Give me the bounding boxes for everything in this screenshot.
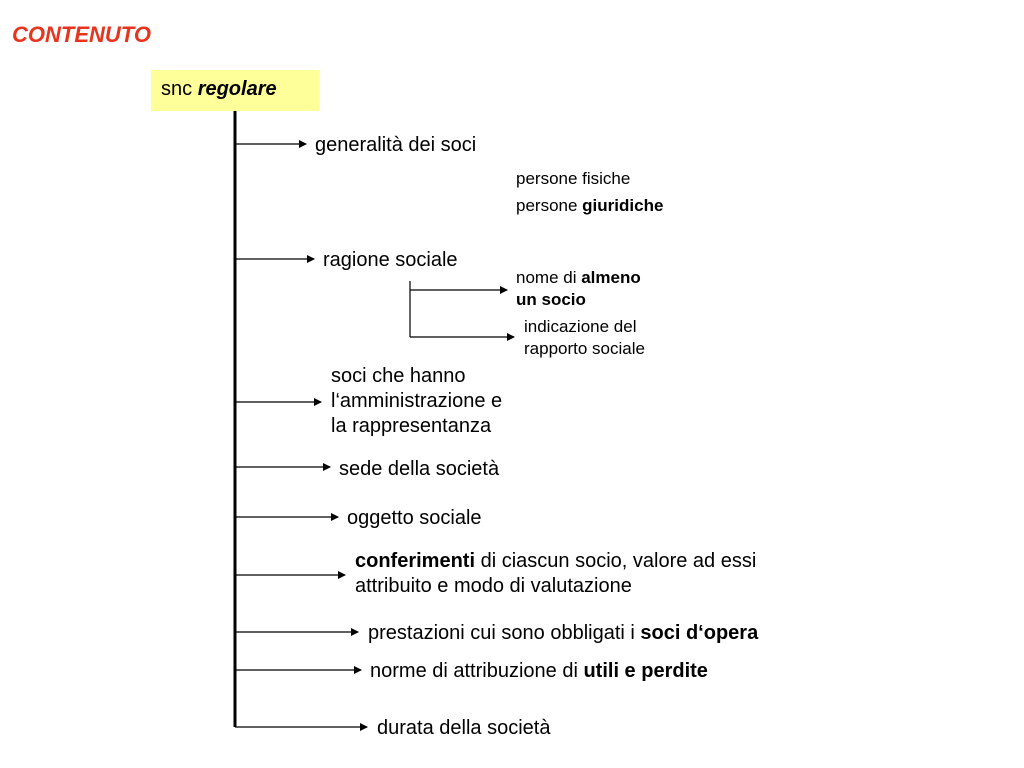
indicazione-line-2: rapporto sociale xyxy=(524,339,645,358)
norme-prefix: norme di attribuzione di xyxy=(370,660,584,682)
node-ragione: ragione sociale xyxy=(323,249,458,271)
node-sede: sede della società xyxy=(339,458,500,480)
node-prestazioni xyxy=(368,621,758,646)
node-nome-socio xyxy=(516,267,641,311)
conferimenti-bold: conferimenti xyxy=(355,550,476,572)
soci-amm-line-3: la rappresentanza xyxy=(331,415,492,437)
prestazioni-bold: soci d‘opera xyxy=(640,622,759,644)
indicazione-line-1: indicazione del xyxy=(524,317,637,336)
nome-bold-2: un socio xyxy=(516,290,586,309)
node-indicazione xyxy=(524,316,645,360)
node-soci-amministrazione xyxy=(331,364,502,439)
node-persone-giuridiche xyxy=(516,195,663,217)
prestazioni-prefix: prestazioni cui sono obbligati i xyxy=(368,622,641,644)
root-emphasis: regolare xyxy=(197,78,277,100)
node-conferimenti xyxy=(355,549,756,599)
node-durata: durata della società xyxy=(377,717,551,739)
node-persone-fisiche: persone fisiche xyxy=(516,169,631,188)
node-generalita: generalità dei soci xyxy=(315,134,477,156)
nome-prefix: nome di xyxy=(516,268,577,287)
page-title: CONTENUTO xyxy=(12,22,151,47)
root-prefix: snc xyxy=(161,78,193,100)
norme-bold: utili e perdite xyxy=(583,660,708,682)
persone-bold: giuridiche xyxy=(582,196,664,215)
soci-amm-line-1: soci che hanno xyxy=(331,365,466,387)
node-oggetto: oggetto sociale xyxy=(347,507,482,529)
node-norme xyxy=(370,659,708,684)
conferimenti-line-2: attribuito e modo di valutazione xyxy=(355,575,632,597)
conferimenti-rest: di ciascun socio, valore ad essi xyxy=(475,550,757,572)
nome-bold-1: almeno xyxy=(581,268,641,287)
persone-prefix: persone xyxy=(516,196,578,215)
soci-amm-line-2: l‘amministrazione e xyxy=(331,390,503,412)
